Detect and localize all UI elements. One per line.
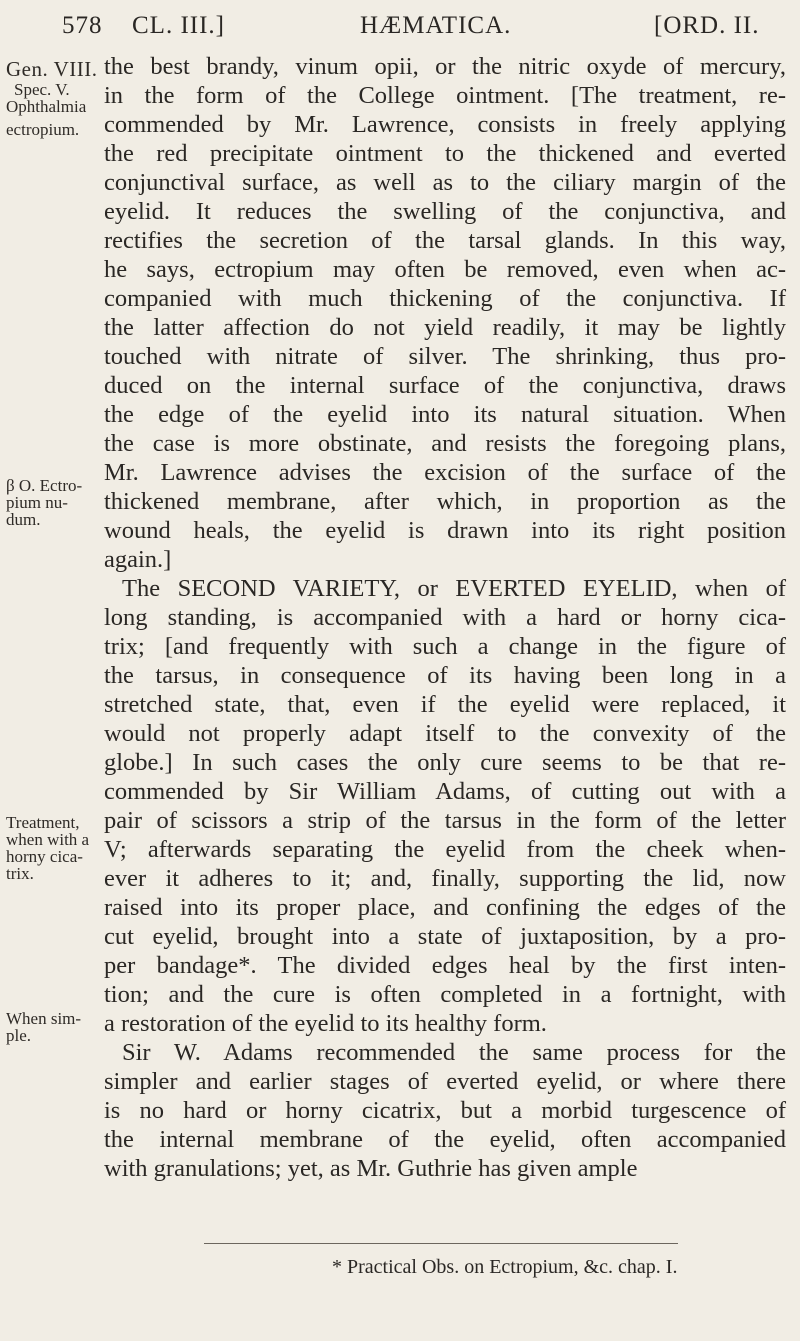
text-line: again.]: [104, 546, 172, 573]
text-line: wound heals, the eyelid is drawn into its right position: [104, 517, 786, 544]
text-line: conjunctival surface, as well as to the ciliary margin of the: [104, 169, 786, 196]
text-line: commended by Sir William Adams, of cutting out with a: [104, 778, 786, 805]
text-line: V; afterwards separating the eyelid from the cheek when-: [104, 836, 786, 863]
text-line: commended by Mr. Lawrence, consists in freely applying: [104, 111, 786, 138]
text-line: tion; and the cure is often completed in a fortnight, with: [104, 981, 786, 1008]
margin-note-line: trix.: [6, 864, 34, 883]
text-line: simpler and earlier stages of everted eyelid, or where there: [104, 1068, 786, 1095]
text-line: would not properly adapt itself to the convexity of the: [104, 720, 786, 747]
running-header: [62, 12, 782, 48]
text-line: eyelid. It reduces the swelling of the conjunctiva, and: [104, 198, 786, 225]
text-line: pair of scissors a strip of the tarsus in the form of the letter: [104, 807, 786, 834]
footnote-rule: [204, 1243, 678, 1244]
text-line: the internal membrane of the eyelid, often accompanied: [104, 1126, 786, 1153]
text-line: the red precipitate ointment to the thickened and everted: [104, 140, 786, 167]
text-line: with granulations; yet, as Mr. Guthrie has given ample: [104, 1155, 638, 1182]
footnote: * Practical Obs. on Ectropium, &c. chap. I.: [332, 1256, 678, 1278]
margin-note-when-simple: [6, 1010, 96, 1044]
margin-note-line: Ophthalmia: [6, 97, 87, 116]
margin-note-line: when with a: [6, 830, 90, 849]
text-line: duced on the internal surface of the conjunctiva, draws: [104, 372, 786, 399]
text-line: per bandage*. The divided edges heal by the first inten-: [104, 952, 786, 979]
text-line: The SECOND VARIETY, or EVERTED EYELID, when of: [122, 575, 786, 602]
text-line: cut eyelid, brought into a state of juxtaposition, by a pro-: [104, 923, 786, 950]
margin-note-ectropium: [6, 57, 96, 138]
margin-note-line: pium nu-: [6, 493, 68, 512]
margin-note-line: dum.: [6, 510, 41, 529]
margin-note-line: When sim-: [6, 1009, 82, 1028]
margin-note-treatment: [6, 814, 96, 882]
margin-note-line: Gen. VIII.: [6, 57, 98, 81]
margin-note-line: ectropium.: [6, 120, 80, 139]
text-line: long standing, is accompanied with a hard or horny cica-: [104, 604, 786, 631]
text-line: globe.] In such cases the only cure seems to be that re-: [104, 749, 786, 776]
text-line: the case is more obstinate, and resists the foregoing plans,: [104, 430, 786, 457]
text-line: thickened membrane, after which, in proportion as the: [104, 488, 786, 515]
margin-note-line: Spec. V.: [14, 80, 70, 99]
text-line: companied with much thickening of the conjunctiva. If: [104, 285, 786, 312]
text-line: raised into its proper place, and confining the edges of the: [104, 894, 786, 921]
margin-note-line: Treatment,: [6, 813, 80, 832]
text-line: stretched state, that, even if the eyelid were replaced, it: [104, 691, 786, 718]
text-line: is no hard or horny cicatrix, but a morbid turgescence of: [104, 1097, 786, 1124]
margin-note-line: horny cica-: [6, 847, 83, 866]
text-line: touched with nitrate of silver. The shrinking, thus pro-: [104, 343, 786, 370]
margin-note-ectropium-nudum: [6, 477, 96, 528]
text-line: rectifies the secretion of the tarsal glands. In this way,: [104, 227, 786, 254]
text-line: a restoration of the eyelid to its healthy form.: [104, 1010, 547, 1037]
order-reference: [ORD. II.: [654, 12, 760, 39]
margin-note-line: β O. Ectro-: [6, 476, 83, 495]
body-text: [104, 52, 786, 1183]
text-line: Mr. Lawrence advises the excision of the surface of the: [104, 459, 786, 486]
page-number: 578: [62, 12, 103, 39]
text-line: the best brandy, vinum opii, or the nitric oxyde of mercury,: [104, 53, 786, 80]
text-line: ever it adheres to it; and, finally, supporting the lid, now: [104, 865, 786, 892]
text-line: Sir W. Adams recommended the same process for the: [122, 1039, 786, 1066]
text-line: the latter affection do not yield readily, it may be lightly: [104, 314, 786, 341]
running-title: HÆMATICA.: [360, 12, 512, 39]
text-line: the tarsus, in consequence of its having been long in a: [104, 662, 786, 689]
text-line: trix; [and frequently with such a change in the figure of: [104, 633, 786, 660]
text-line: the edge of the eyelid into its natural situation. When: [104, 401, 786, 428]
text-line: in the form of the College ointment. [The treatment, re-: [104, 82, 786, 109]
class-reference: CL. III.]: [132, 12, 225, 39]
margin-note-line: ple.: [6, 1026, 32, 1045]
text-line: he says, ectropium may often be removed, even when ac-: [104, 256, 786, 283]
